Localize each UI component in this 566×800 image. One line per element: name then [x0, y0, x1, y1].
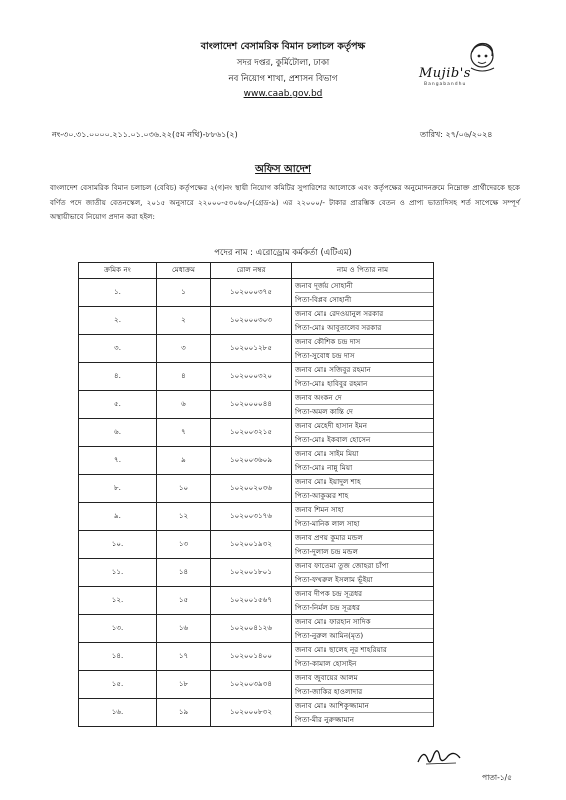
serial-cell: ২.	[79, 307, 157, 335]
roll-cell: ১০২০০১৮০১	[211, 559, 292, 587]
merit-cell: ৯	[157, 447, 211, 475]
merit-cell: ১৫	[157, 587, 211, 615]
candidate-name: জনাব ফাতেমা তুজ জোহরা চাঁপা	[295, 561, 389, 570]
table-row	[79, 699, 434, 727]
roll-cell: ১০২০০০৩০৩	[211, 307, 292, 335]
roll-cell: ১০২০০৩৯৩৪	[211, 671, 292, 699]
organization-name: বাংলাদেশ বেসামরিক বিমান চলাচল কর্তৃপক্ষ	[200, 41, 366, 52]
candidate-name: জনাব প্রণয় কুমার মন্ডল	[295, 533, 363, 542]
candidate-name: জনাব মোঃ রেদওয়ানুল সরকার	[295, 309, 384, 318]
name-cell	[292, 335, 434, 363]
father-name: পিতা-জাকির হাওলাদার	[295, 684, 433, 698]
name-cell	[292, 363, 434, 391]
serial-cell: ১২.	[79, 587, 157, 615]
serial-cell: ৫.	[79, 391, 157, 419]
merit-cell: ১০	[157, 475, 211, 503]
roll-cell: ১০২০০২০৩৬	[211, 475, 292, 503]
table-row	[79, 559, 434, 587]
name-cell	[292, 559, 434, 587]
serial-cell: ১০.	[79, 531, 157, 559]
candidate-name: জনাব মোঃ সাইম মিয়া	[295, 449, 359, 458]
roll-cell: ১০২০০১৪০০	[211, 643, 292, 671]
table-row	[79, 531, 434, 559]
father-name: পিতা-মানিক লাল সাহা	[295, 516, 433, 530]
order-title-wrap	[0, 157, 566, 179]
name-cell	[292, 391, 434, 419]
father-name: পিতা-নির্মল চন্দ্র সূত্রধর	[295, 600, 433, 614]
father-name: পিতা-মোঃ আবুতালেব সরকার	[295, 320, 433, 334]
merit-cell: ৬	[157, 391, 211, 419]
serial-cell: ৩.	[79, 335, 157, 363]
signature-icon	[416, 746, 464, 768]
table-row	[79, 419, 434, 447]
name-cell	[292, 671, 434, 699]
merit-cell: ৩	[157, 335, 211, 363]
order-title: অফিস আদেশ	[255, 164, 311, 175]
father-name: পিতা-মোঃ ইকবাল হোসেন	[295, 432, 433, 446]
appointee-table	[78, 262, 434, 727]
merit-cell: ১৩	[157, 531, 211, 559]
father-name: পিতা-সুবোধ চন্দ্র দাস	[295, 348, 433, 362]
website-link[interactable]: www.caab.gov.bd	[243, 89, 323, 99]
table-row	[79, 447, 434, 475]
name-cell	[292, 447, 434, 475]
candidate-name: জনাব মোঃ ছালেহ নূর শাহরিয়ার	[295, 645, 387, 654]
candidate-name: জনাব কৌশিক চন্দ্র দাস	[295, 337, 361, 346]
table-header-row	[79, 263, 434, 279]
father-name: পিতা-বিপ্লব সোহানী	[295, 292, 433, 306]
candidate-name: জনাব শিমন সাহা	[295, 505, 344, 514]
merit-cell: ১	[157, 279, 211, 307]
candidate-name: জনাব মেহেদী হাসান ইমন	[295, 421, 368, 430]
logo-text: Mujib's	[419, 66, 471, 81]
table-row	[79, 391, 434, 419]
father-name: পিতা-নুরুল আমিন(মৃত)	[295, 628, 433, 642]
father-name: পিতা-ফখরুল ইসলাম ভূঁইয়া	[295, 572, 433, 586]
header-name: নাম ও পিতার নাম	[292, 263, 434, 279]
name-cell	[292, 307, 434, 335]
candidate-name: জনাব মোঃ ফারহান সাদিক	[295, 617, 371, 626]
father-name: পিতা-মীর নুরুজ্জামান	[295, 712, 433, 726]
roll-cell: ১০২০০৩৬০৯	[211, 447, 292, 475]
roll-cell: ১০২০০৪১২৬	[211, 615, 292, 643]
roll-cell: ১০২০০০৩৭৫	[211, 279, 292, 307]
roll-cell: ১০২০০৩২১৫	[211, 419, 292, 447]
candidate-name: জনাব মোঃ আশিকুজ্জামান	[295, 701, 369, 710]
serial-cell: ১৬.	[79, 699, 157, 727]
header-serial: ক্রমিক নং	[79, 263, 157, 279]
serial-cell: ৪.	[79, 363, 157, 391]
merit-cell: ১২	[157, 503, 211, 531]
organization-address: সদর দপ্তর, কুর্মিটোলা, ঢাকা	[236, 58, 330, 68]
table-row	[79, 671, 434, 699]
table-row	[79, 335, 434, 363]
roll-cell: ১০২০০৩১৭৬	[211, 503, 292, 531]
table-body	[79, 279, 434, 727]
post-name: পদের নাম : এরোড্রোম কর্মকর্তা (এটিএম)	[214, 248, 352, 258]
name-cell	[292, 475, 434, 503]
merit-cell: ১৯	[157, 699, 211, 727]
serial-cell: ৭.	[79, 447, 157, 475]
table-row	[79, 307, 434, 335]
merit-cell: ১৪	[157, 559, 211, 587]
name-cell	[292, 503, 434, 531]
name-cell	[292, 587, 434, 615]
father-name: পিতা-আকুব্বর শাহ	[295, 488, 433, 502]
serial-cell: ৯.	[79, 503, 157, 531]
order-body: বাংলাদেশ বেসামরিক বিমান চলাচল (বেবিচ) কর্তৃপক্ষের ২(গ)নং স্থায়ী নিয়োগ কমিটির সুপারিশের আলোকে এবং কর্তৃপক্ষের অনুমোদনক্রমে নিম্নোক্ত প্রার্থীদেরকে ছকে বর্ণিত পদে জাতীয় বেতনস্কেল, ২০১৫ অনুসারে ২২০০০-৫৩০৬০/-(গ্রেড-৯) এর ২২০০০/- টাকার প্রারম্ভিক বেতন ও প্রাপ্য ভাতাদিসহ শর্ত সাপেক্ষে সম্পূর্ণ অস্থায়ীভাবে নিয়োগ প্রদান করা হইল:	[50, 183, 520, 221]
table-row	[79, 643, 434, 671]
name-cell	[292, 615, 434, 643]
name-cell	[292, 699, 434, 727]
roll-cell: ১০২০০১৯৩২	[211, 531, 292, 559]
memo-date: তারিখ: ২৭/০৬/২০২৪	[420, 130, 493, 139]
father-name: পিতা-দুলাল চন্দ্র মন্ডল	[295, 544, 433, 558]
logo-subtext: Bangabandhu	[424, 82, 467, 87]
father-name: পিতা-মোঃ নান্নু মিয়া	[295, 460, 433, 474]
merit-cell: ১৮	[157, 671, 211, 699]
candidate-name: জনাব মোঃ ইয়াদুল শাহ	[295, 477, 361, 486]
memo-reference: নং-৩০.৩১.০০০০.২১১.০১.০৩৬.২২(৫ম নথি)-৮৮৬১(২)	[52, 130, 238, 139]
table-row	[79, 615, 434, 643]
merit-cell: ১৭	[157, 643, 211, 671]
serial-cell: ১১.	[79, 559, 157, 587]
serial-cell: ১৪.	[79, 643, 157, 671]
merit-cell: ৭	[157, 419, 211, 447]
header-merit: মেধাক্রম	[157, 263, 211, 279]
candidate-name: জনাব মোঃ সজিবুর রহমান	[295, 365, 371, 374]
header-roll: রোল নম্বর	[211, 263, 292, 279]
roll-cell: ১০২০০০৩২০	[211, 363, 292, 391]
table-row	[79, 503, 434, 531]
serial-cell: ১.	[79, 279, 157, 307]
table-row	[79, 587, 434, 615]
roll-cell: ১০২০০০০৪৪	[211, 391, 292, 419]
father-name: পিতা-কামাল হোসাইন	[295, 656, 433, 670]
father-name: পিতা-মোঃ হাবিবুর রহমান	[295, 376, 433, 390]
merit-cell: ২	[157, 307, 211, 335]
department-name: নব নিয়োগ শাখা, প্রশাসন বিভাগ	[228, 74, 338, 84]
table-row	[79, 363, 434, 391]
serial-cell: ৮.	[79, 475, 157, 503]
roll-cell: ১০২০০১৫৬৭	[211, 587, 292, 615]
candidate-name: জনাব অংকন দে	[295, 393, 342, 402]
candidate-name: জনাব দূর্জয় সোহানী	[295, 281, 353, 290]
father-name: পিতা-অমল কান্তি দে	[295, 404, 433, 418]
candidate-name: জনাব দীপক চন্দ্র সূত্রধর	[295, 589, 363, 598]
serial-cell: ১৫.	[79, 671, 157, 699]
name-cell	[292, 643, 434, 671]
name-cell	[292, 419, 434, 447]
name-cell	[292, 279, 434, 307]
merit-cell: ১৬	[157, 615, 211, 643]
roll-cell: ১০২০০১২৮৫	[211, 335, 292, 363]
table-row	[79, 279, 434, 307]
serial-cell: ১৩.	[79, 615, 157, 643]
page-number: পাতা-১/৫	[482, 773, 513, 782]
merit-cell: ৪	[157, 363, 211, 391]
name-cell	[292, 531, 434, 559]
serial-cell: ৬.	[79, 419, 157, 447]
candidate-name: জনাব জুবায়ের আলম	[295, 673, 358, 682]
roll-cell: ১০২০০০৮৩২	[211, 699, 292, 727]
table-row	[79, 475, 434, 503]
